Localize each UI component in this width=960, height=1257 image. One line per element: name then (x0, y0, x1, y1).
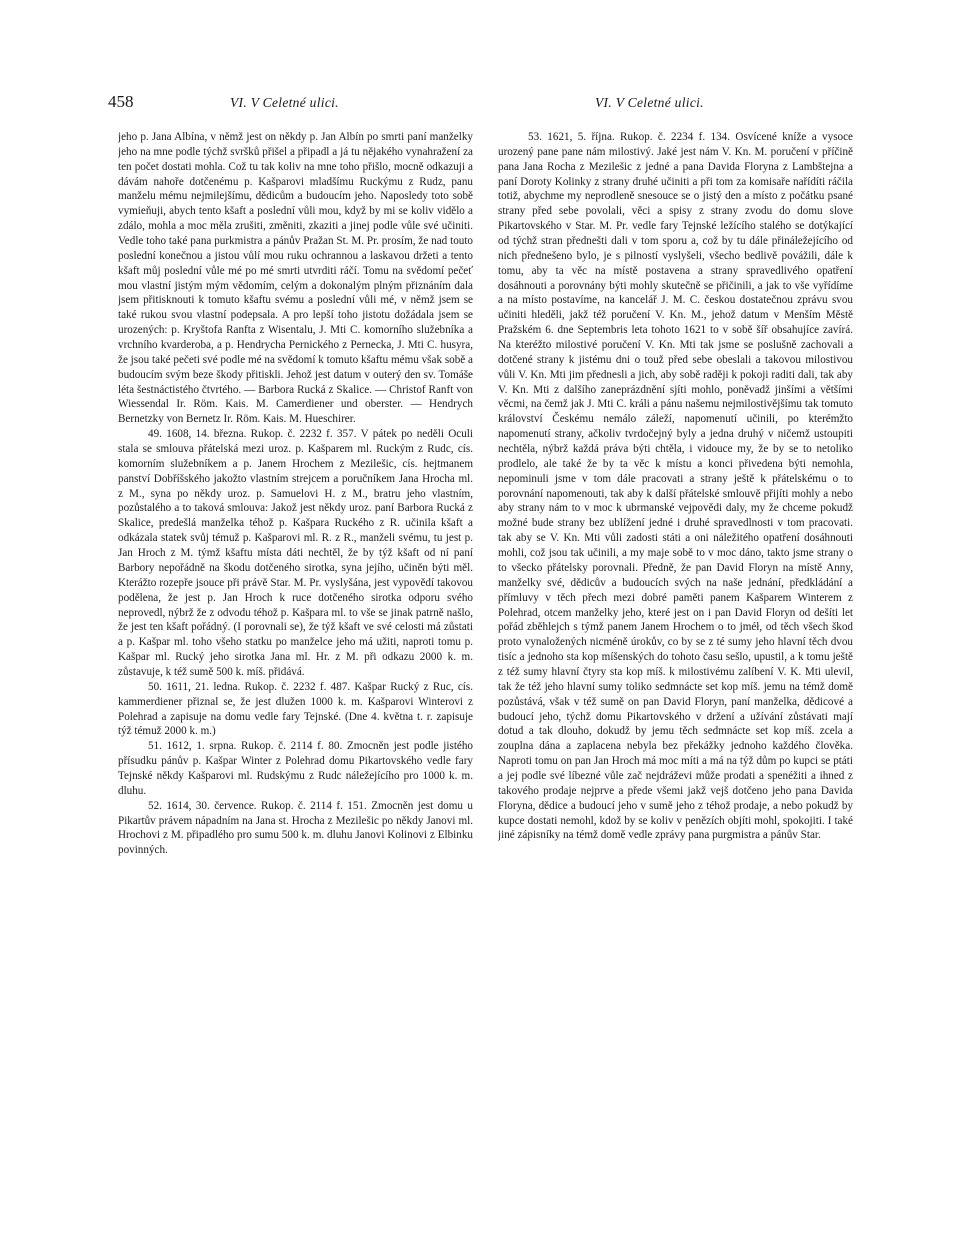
right-column (498, 130, 853, 1245)
left-column (118, 130, 473, 1245)
entry-49: 49. 1608, 14. března. Rukop. č. 2232 f. 357. V pátek po neděli Oculi stala se smlouva přátelská mezi uroz. p. Kašparem ml. Ruckým z Rudc, cís. komorním služebníkem a p. Janem Hrochem z Mezilešic, cís. hejtmanem panství Dobříšského jakožto vlastním strejcem a poručníkem Jana Hrocha ml. z M., syna po někdy uroz. p. Samuelovi H. z M., bratru jeho vlastním, pozůstalého a to taková smlouva: Jakož jest někdy uroz. paní Barbora Rucká z Skalice, predešlá manželka téhož p. Kašpara Ruckého z R. učinila kšaft a odkázala statek svůj témuž p. Kašparovi ml. R. z R., manželi svému, tu jest p. Jan Hroch z M. týmž kšaftu místa dáti nechtěl, že by týž kšaft od ní paní Barbory nepořádně na škodu dotčeného sirotka, syna jejího, učiněn býti měl. Kterážto rozepře jsouce při právě Star. M. Pr. vyslyšána, jest vypovědí takovou podělena, že jest p. Jan Hroch k ruce dotčeného sirotka odporu svého neprovedl, nýbrž že z odvodu téhož p. Kašpara ml. to vše se jinak patrně našlo, že jest ten kšaft pořádný. (I porovnali se), že týž kšaft ve své celosti má zůstati a p. Kašpar ml. toho všeho statku po manželce jeho má užiti, naproti tomu p. Kašpar ml. Rucký jeho sirotka Jana ml. Hr. z M. při odkazu 2000 k. m. zůstavuje, k též sumě 500 k. míš. přidává. (118, 428, 473, 678)
page-number: 458 (108, 92, 134, 111)
para-continuation: jeho p. Jana Albína, v němž jest on někdy p. Jan Albín po smrti paní manželky jeho na mne podle týchž svršků přišel a připadl a já tu nějakého vynahražení za ten počet dostati mohla. Což tu tak koliv na mne toho přišlo, mocně odkazuji a dávám nahoře dotčenému p. Kašparovi mladšímu Ruckýmu z Rudz, panu manželu mému nejmilejšímu, dědicům a budoucím jeho. Naposledy toto sobě vymieňuji, abych tento kšaft a poslední vůli mou, když by mi se koliv vidělo a zdálo, mohla a moc měla zrušiti, změniti, zkaziti a jinej podle vůle své učiniti. Vedle toho také pana purkmistra a pánův Pražan St. M. Pr. prosím, že nad touto poslední konečnou a jistou vůlí mou ruku ochrannou a laskavou držeti a tento kšaft můj poslední vůle mé po mé smrti utvrditi ráčí. Tomu na svědomí pečeť mou vlastní jistým mým vědomím, celým a dokonalým plným přiznáním dala jsem přitisknouti k tomuto kšaftu svému a poslední vůli mé, v němž jsem se také rukou svou vlastní podepsala. A pro lepší toho jistotu dožádala jsem se urozených: p. Kryštofa Ranfta z Wisentalu, J. Mti C. komorního služebníka a vrchního kvarderoba, a p. Hendrycha Pernického z Pernecka, J. Mti C. husyra, že jsou také pečeti své podle mé na svědomí k tomuto kšaftu mému však sobě a budoucím svým beze škody přitiskli. Jehož jest datum v outerý den sv. Tomáše léta šestnáctistého čtvrtého. — Barbora Rucká z Skalice. — Christof Ranft von Wiessendal Ir. Röm. Kais. M. Camerdiener und oberster. — Hendrych Bernetzky von Bernetz Ir. Röm. Kais. M. Hueschirer. (118, 131, 473, 426)
running-head-left: VI. V Celetné ulici. (230, 95, 339, 110)
entry-50: 50. 1611, 21. ledna. Rukop. č. 2232 f. 487. Kašpar Rucký z Ruc, cís. kammerdiener přiznal se, že jest dlužen 1000 k. m. Kašparovi Winterovi z Polehrad a zapisuje na domu vedle fary Tejnské. (Dne 4. května t. r. zapisuje týž témuž 2000 k. m.) (118, 680, 473, 738)
entry-53: 53. 1621, 5. října. Rukop. č. 2234 f. 134. Osvícené kníže a vysoce urozený pane pane nám milostivý. Jaké jest nám V. Kn. M. poručení v příčině pana Jana Rocha z Mezilešic z jedné a pana Davida Floryna z Lambštejna a paní Doroty Kolinky z strany druhé učiniti a při tom za komisaře nařídíti ráčila totiž, abychme my neprodleně snesouce se o jistý den a místo z počátku psané strany před sebe povolali, věci a spisy z strany zvodu do domu slove Pikartovského v Star. M. Pr. vedle fary Tejnské ležícího staléhо se dotýkající od týchž stran přednešti dali v tom sporu a, což by tu dále přináležejícího od nich přednešeno bylo, je s pilností vyslyšeli, všecho bedlivě povážili, dále k tomu, aby ta věc na místě postavena a strany spravedlivého opatření dosáhnouti a porovnány býti mohly skutečně se přičinili, a jak to vše vyřídíme a na místo postavíme, na kancelář J. M. C. českou dostatečnou zprávu svou učiniti hleděli, jakž též poručení V. Kn. M., jehož datum v Menším Městě Pražském 6. dne Septembris leta tohoto 1621 to v sobě šíř obsahujíce zavírá. Na kteréžto milostivé poručení V. Kn. Mti tak jsme se poslušně zachovali a dotčené strany k jistému dni o touž před sebe obeslali a takovou milostivou vůli V. Kn. Mti jim přednesli a jich, aby sobě raději k pokoji raditi dali, tak aby V. Kn. Mti z dalšího zaneprázdnění sjíti mohlo, poněvadž jinšími a většími věcmi, na čemž jak J. Mti C. králi a pánu našemu nejmilostivějšímu tak tomuto království Českému nemálo záleží, napomenutí učinili, po kterémžto napomenutí strany, ačkoliv tvrdočejný byly a jedna druhý v ničemž ustoupiti nechtěla, nýbrž každá práva býti chtěla, i vidouce my, že by se to netoliko prodlelo, ale také že by ta věc k místu a konci přivedena býti nemohla, nepominuli jsme v tom dále pracovati a strany ještě k přátelskému o to porovnání napomenouti, tak aby k další přátelské smlouvě přijíti mohly a nebo aby strany nám to v moc k ubrmanské vejpovědi daly, my že chceme pokudž možné bude strany bez ublížení jedné i druhé spravedlnosti v tom pracovati. tak aby se V. Kn. Mti vůli zadosti státi a oni náležitého opatření dosáhnouti mohli, což jsou tak učinili, a my maje sobě to v moc dáno, takto jsme strany o to všecko přátelsky porovnali. Předně, že pan David Floryn na místě Anny, manželky své, dědicův a budoucích svých na naše jednání, předkládání a přímluvy v těch přech mezi dobré paměti panem Kašparem Winterem z Polehrad, otcem manželky jeho, které jest on i pan David Floryn od dešíti let pořád zběhlejch s týmž panem Janem Hrochem o to jméł, od těch všech škod proto vynaložených nicméně úrokův, co by se z té sumy jeho hlavní těch dvou tisíc a jednoho sta kop míšenských do tohoto času sešlo, upustil, a k tomu ještě z též sumy hlavní čtyry sta kop míš. k milostivému zalíbení V. K. Mti ulevil, tak že též jeho hlavní sumy toliko sedmnácte set kop míš. jemu na témž domě pozůstává, však v též sumě on pan David Floryn, paní manželka, dědicové a budoucí jeho, týchž domu Pikartovského v držení a užívání zůstávati mají dotud a tak dlouho, dokudž by jemu těch sedmnácte set kop míš. zcela a zouplna dána a zaplacena nebyla bez překážky jednoho každého člověka. Naproti tomu on pan Jan Hroch má moc míti a má na týž dům po kupci se ptáti a jej podle své líbezné vůle zač nejdráževi může prodati a spenéžiti a ihned z takového prodaje nejprve a přede všemi jakž vejš dotčeno jeho pana Davida Floryna, dědice a budoucí jeho v sumě jeho z téhož prodaje, a nebo pokudž by kupce dostati nemohl, kdož by se koliv v penězích objíti mohl, spokojiti. I také jiné zápisníky na témž domě vedle zprávy pana purgmistra a pánův Star. (498, 131, 853, 842)
running-head-right: VI. V Celetné ulici. (595, 95, 704, 110)
page-header (108, 92, 870, 116)
entry-51: 51. 1612, 1. srpna. Rukop. č. 2114 f. 80. Zmocněn jest podle jistého přísudku pánův p. Kašpar Winter z Polehrad domu Pikartovského vedle fary Tejnské někdy Kašparovi ml. Rudskýmu z Rudc náležejícího pro 1000 k. m. dluhu. (118, 740, 473, 797)
entry-52: 52. 1614, 30. července. Rukop. č. 2114 f. 151. Zmocněn jest domu u Pikartův právem nápadním na Jana st. Hrocha z Mezilešic po někdy Janovi ml. Hrochovi z M. připadlého pro sumu 500 k. m. dluhu Janovi Kolinovi z Elbinku povinných. (118, 799, 473, 857)
